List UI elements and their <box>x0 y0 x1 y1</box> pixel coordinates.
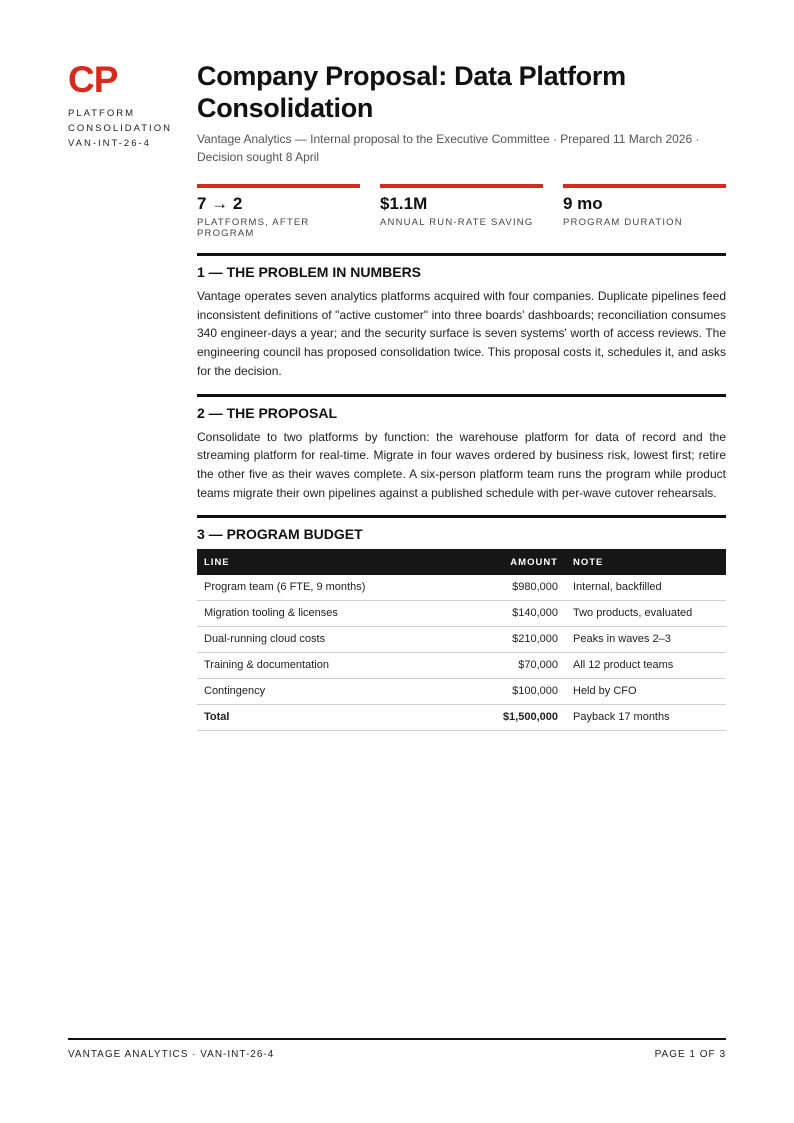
table-row <box>197 575 726 601</box>
cell-line: Program team (6 FTE, 9 months) <box>197 575 451 601</box>
page-footer <box>68 1038 726 1060</box>
section-body: Vantage operates seven analytics platforms acquired with four companies. Duplicate pipelines feed inconsistent definitions of "active customer" into three boards' dashboards; reconciliation consumes 340 engineer-days a year; and the security surface is seven systems' worth of access reviews. The engineering council has proposed consolidation twice. This proposal costs it, schedules it, and asks for the decision. <box>197 289 726 378</box>
table-row <box>197 653 726 679</box>
cell-note: Held by CFO <box>566 679 726 705</box>
cell-amount: $980,000 <box>451 575 566 601</box>
page-number: PAGE 1 OF 3 <box>654 1049 726 1060</box>
section-title: 2 — THE PROPOSAL <box>197 404 338 421</box>
footer-document-ref: VANTAGE ANALYTICS · VAN-INT-26-4 <box>68 1049 275 1060</box>
cell-note: Peaks in waves 2–3 <box>566 627 726 653</box>
cell-amount: $210,000 <box>451 627 566 653</box>
cell-note: Two products, evaluated <box>566 601 726 627</box>
page-subtitle: Vantage Analytics — Internal proposal to the Executive Committee · Prepared 11 March 2026 · Decision sought 8 April <box>197 132 700 164</box>
document-id: VAN-INT-26-4 <box>68 138 151 149</box>
stat-label: PLATFORMS, AFTER PROGRAM <box>197 217 310 239</box>
section-title: 1 — THE PROBLEM IN NUMBERS <box>197 264 422 280</box>
stat-value: 7 → 2 <box>197 194 243 213</box>
section-problem <box>197 253 726 381</box>
stat-value: $1.1M <box>380 194 428 213</box>
logo: CP <box>68 59 118 100</box>
stat-label: PROGRAM DURATION <box>563 217 683 228</box>
stat-label: ANNUAL RUN-RATE SAVING <box>380 217 534 228</box>
key-stats <box>197 184 726 239</box>
table-header-row <box>197 549 726 575</box>
cell-amount: $100,000 <box>451 679 566 705</box>
sidebar-line-1: PLATFORM <box>68 108 136 119</box>
stat-duration <box>563 184 726 239</box>
cell-line: Migration tooling & licenses <box>197 601 451 627</box>
stat-platforms <box>197 184 360 239</box>
cell-note: Payback 17 months <box>566 705 726 731</box>
cell-line: Training & documentation <box>197 653 451 679</box>
cell-line: Total <box>197 705 451 731</box>
table-total-row <box>197 705 726 731</box>
column-header-amount: AMOUNT <box>451 549 566 575</box>
stat-saving <box>380 184 543 239</box>
column-header-line: LINE <box>197 549 451 575</box>
section-body: Consolidate to two platforms by function: the warehouse platform for data of record and the streaming platform for real-time. Migrate in four waves ordered by business risk, lowest first; retire the other five as their waves complete. A six-person platform team runs the program while product teams migrate their own pipelines against a published schedule with per-wave cutover rehearsals. <box>197 429 726 500</box>
cell-amount: $70,000 <box>451 653 566 679</box>
stat-value: 9 mo <box>563 194 603 213</box>
cell-note: All 12 product teams <box>566 653 726 679</box>
page-title: Company Proposal: Data Platform Consolidation <box>197 61 626 123</box>
cell-line: Contingency <box>197 679 451 705</box>
cell-amount: $140,000 <box>451 601 566 627</box>
column-header-note: NOTE <box>566 549 726 575</box>
budget-table <box>197 549 726 731</box>
sidebar-line-2: CONSOLIDATION <box>68 123 172 134</box>
sidebar <box>68 60 188 151</box>
section-title: 3 — PROGRAM BUDGET <box>197 526 363 543</box>
section-proposal <box>197 394 726 503</box>
table-row <box>197 601 726 627</box>
table-row <box>197 679 726 705</box>
main-content <box>197 60 726 731</box>
cell-line: Dual-running cloud costs <box>197 627 451 653</box>
cell-amount: $1,500,000 <box>451 705 566 731</box>
section-budget <box>197 515 726 731</box>
table-row <box>197 627 726 653</box>
cell-note: Internal, backfilled <box>566 575 726 601</box>
